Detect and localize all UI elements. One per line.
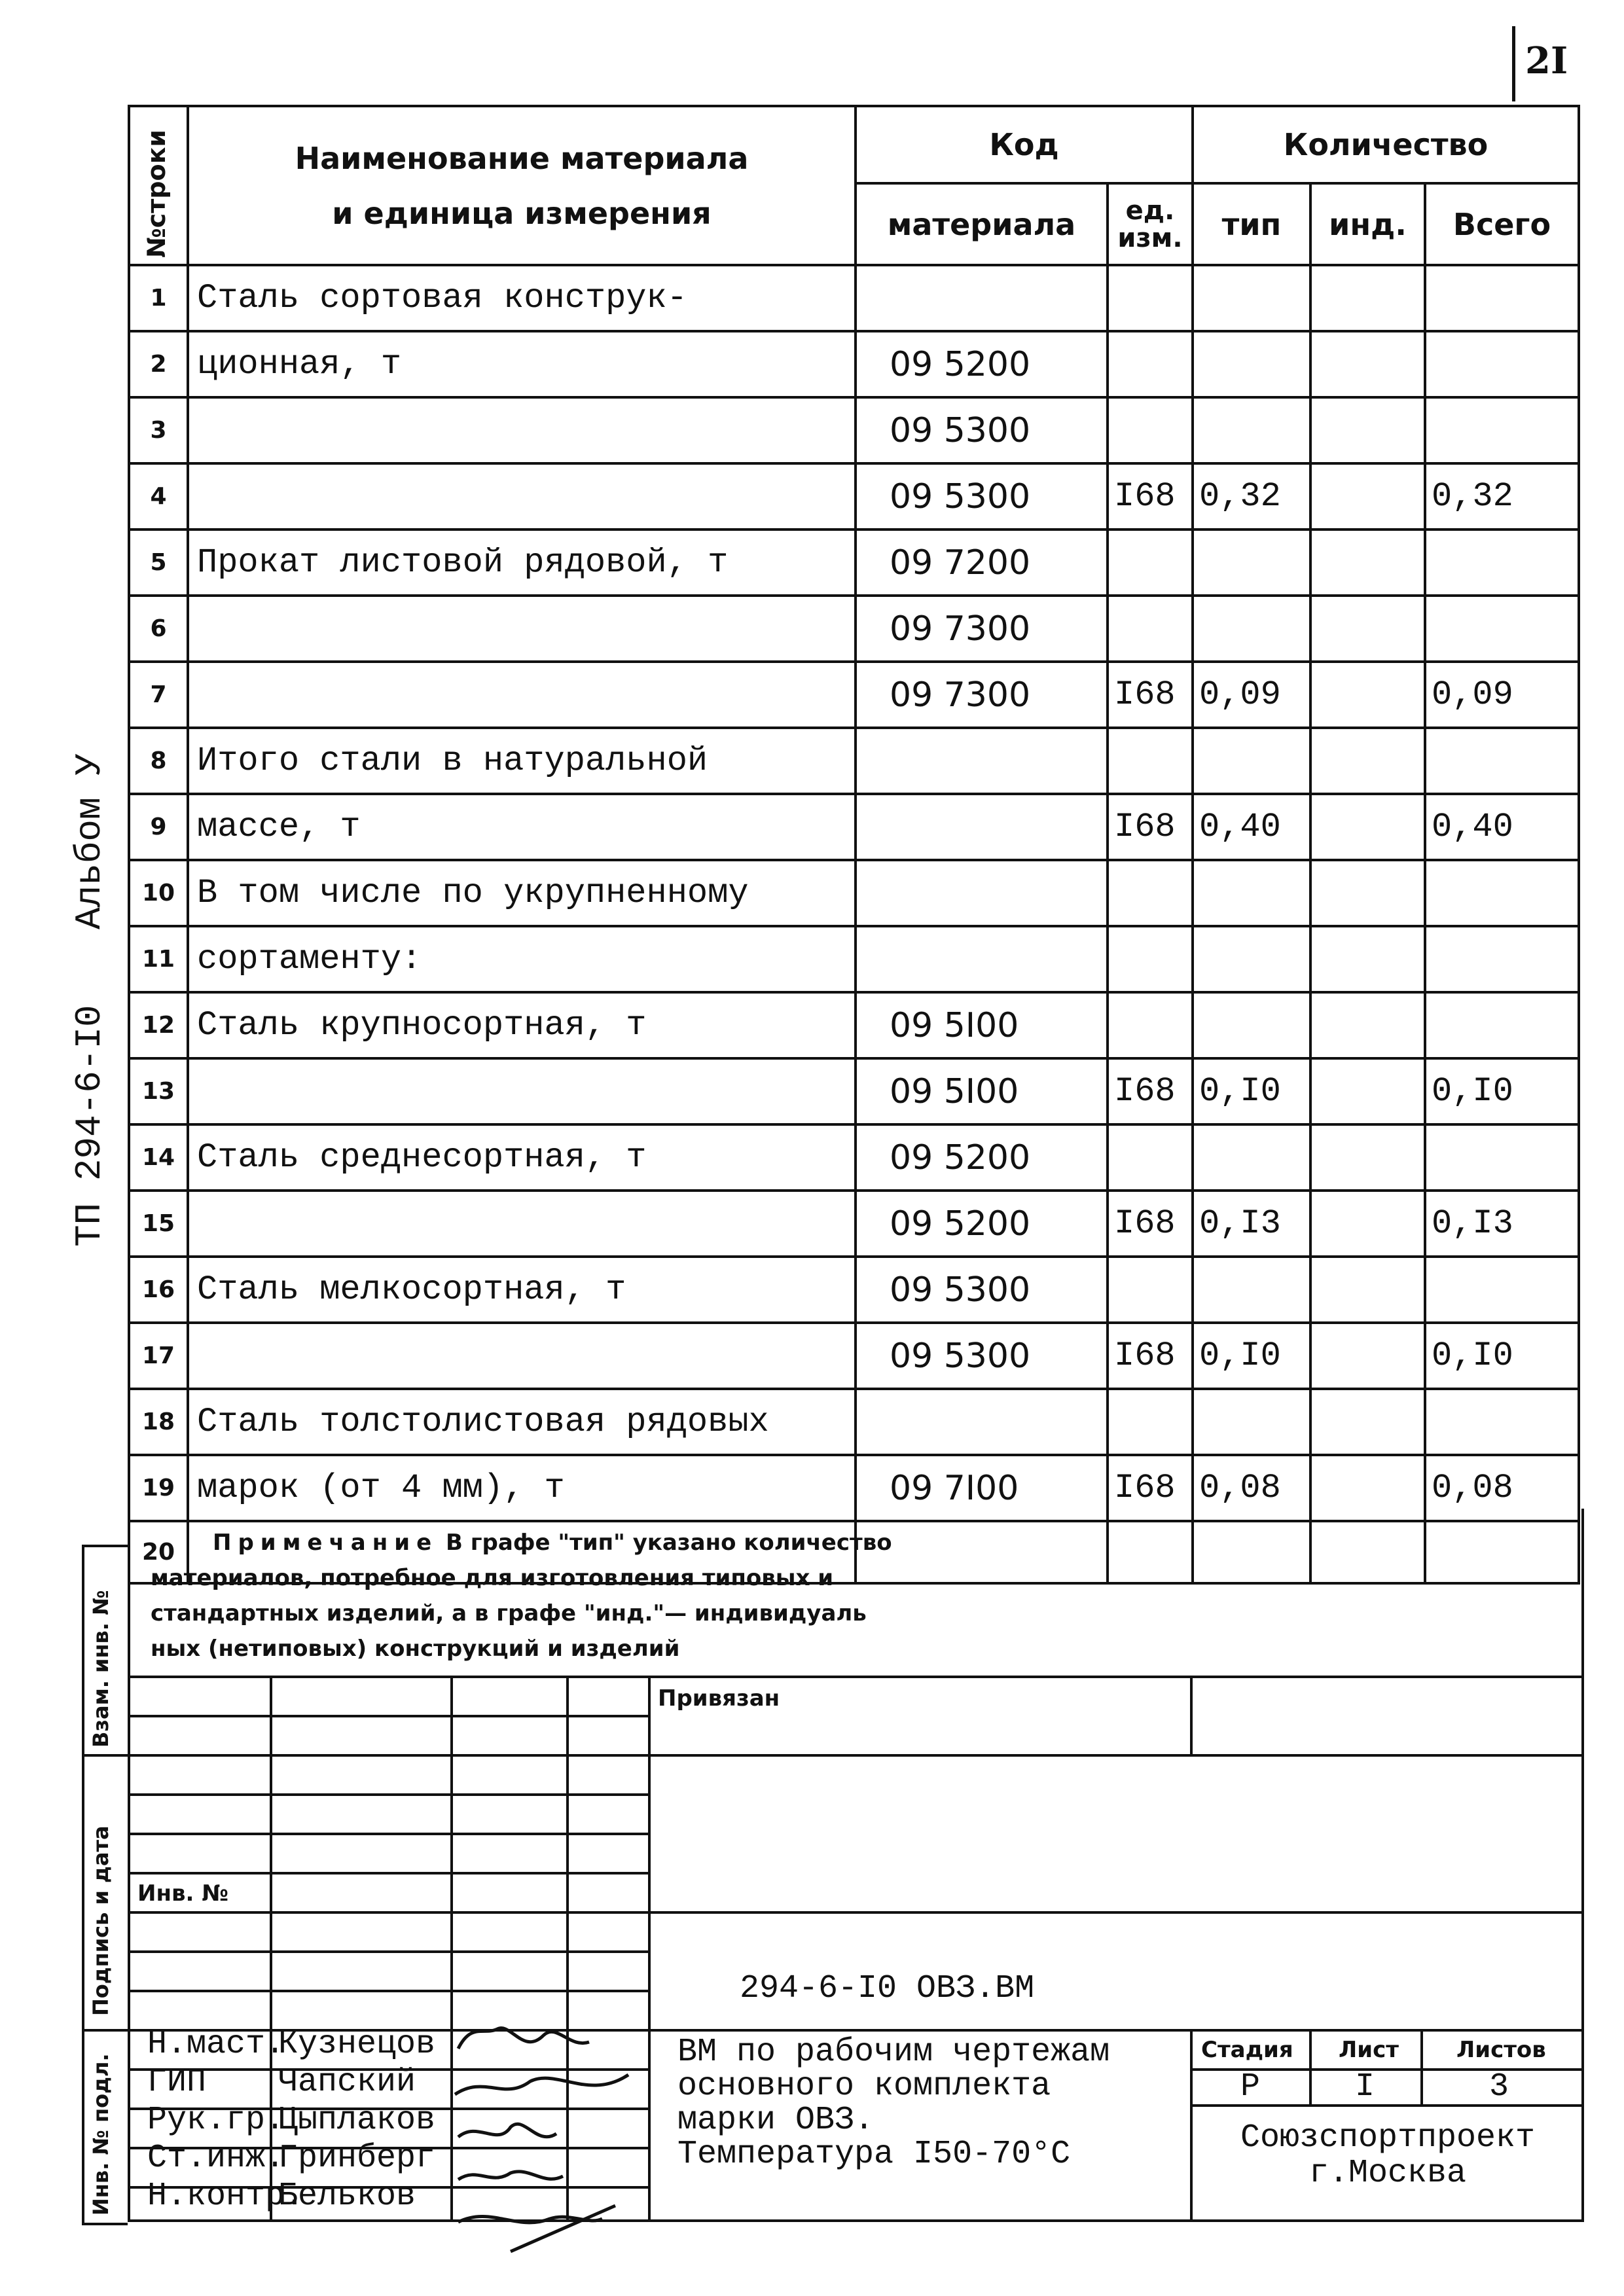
row-number: 11: [129, 926, 188, 992]
table-row: [129, 926, 1579, 992]
row-number: 7: [129, 662, 188, 728]
table-row: [129, 1257, 1579, 1323]
qty-type: [1193, 331, 1310, 397]
qty-type: [1193, 397, 1310, 463]
material-code: 09 5200: [856, 331, 1108, 397]
row-number: 18: [129, 1389, 188, 1455]
qty-ind: [1310, 1323, 1425, 1389]
table-row: [129, 662, 1579, 728]
material-name: [188, 463, 856, 529]
table-row: [129, 728, 1579, 794]
unit-code: [1108, 529, 1193, 596]
material-code: 09 5300: [856, 463, 1108, 529]
qty-total: 0,08: [1425, 1455, 1579, 1521]
qty-ind: [1310, 265, 1425, 331]
qty-type: [1193, 926, 1310, 992]
qty-ind: [1310, 728, 1425, 794]
unit-code: I68: [1108, 662, 1193, 728]
row-number: 17: [129, 1323, 188, 1389]
unit-code: [1108, 1389, 1193, 1455]
qty-type: 0,I0: [1193, 1323, 1310, 1389]
qty-type: [1193, 1257, 1310, 1323]
qty-total: [1425, 1521, 1579, 1583]
material-name: [188, 1191, 856, 1257]
qty-ind: [1310, 1455, 1425, 1521]
table-row: [129, 1323, 1579, 1389]
total-header: Всего: [1425, 183, 1579, 265]
table-row: [129, 331, 1579, 397]
table-row: [129, 596, 1579, 662]
material-code: [856, 926, 1108, 992]
material-code: 09 7300: [856, 662, 1108, 728]
qty-type: 0,32: [1193, 463, 1310, 529]
row-number: 6: [129, 596, 188, 662]
inv-podl-label: Инв. № подл.: [88, 2053, 113, 2215]
signatures-image: [445, 2009, 668, 2258]
row-no-header: №строки: [129, 106, 188, 265]
type-header: тип: [1193, 183, 1310, 265]
stamp-name: Гринберг: [278, 2140, 436, 2177]
inv-no-label: Инв. №: [137, 1880, 229, 1907]
stamp-role: Н.маст.: [147, 2026, 285, 2063]
material-name: Сталь крупносортная, т: [188, 992, 856, 1058]
stage-label: Стадия: [1201, 2037, 1293, 2063]
name-header: Наименование материала и единица измерения: [188, 106, 856, 265]
material-name: Сталь мелкосортная, т: [188, 1257, 856, 1323]
qty-ind: [1310, 596, 1425, 662]
qty-ind: [1310, 1191, 1425, 1257]
unit-code: I68: [1108, 1058, 1193, 1124]
qty-total: [1425, 331, 1579, 397]
qty-total: [1425, 728, 1579, 794]
row-number: 10: [129, 860, 188, 926]
row-number: 9: [129, 794, 188, 860]
frame-left: [128, 1509, 130, 2222]
qty-ind: [1310, 926, 1425, 992]
stamp-role: Ст.инж.: [147, 2140, 285, 2177]
qty-type: [1193, 1124, 1310, 1191]
qty-ind: [1310, 529, 1425, 596]
unit-code: I68: [1108, 1323, 1193, 1389]
qty-ind: [1310, 331, 1425, 397]
qty-total: [1425, 992, 1579, 1058]
unit-code: [1108, 992, 1193, 1058]
material-name: Сталь сортовая конструк-: [188, 265, 856, 331]
unit-code: I68: [1108, 1455, 1193, 1521]
qty-ind: [1310, 1124, 1425, 1191]
document-title: ВМ по рабочим чертежам основного комплекта марки ОВЗ. Температура I50-70°С: [677, 2034, 1110, 2173]
stage-value: Р: [1240, 2068, 1261, 2106]
unit-code: [1108, 860, 1193, 926]
row-number: 5: [129, 529, 188, 596]
qty-total: [1425, 1124, 1579, 1191]
qty-ind: [1310, 1389, 1425, 1455]
table-row: [129, 463, 1579, 529]
material-code: 09 7I00: [856, 1455, 1108, 1521]
qty-type: [1193, 1389, 1310, 1455]
table-row: [129, 529, 1579, 596]
material-name: [188, 662, 856, 728]
qty-total: [1425, 926, 1579, 992]
qty-type: 0,I0: [1193, 1058, 1310, 1124]
frame-bottom: [128, 2219, 1584, 2222]
unit-code: [1108, 728, 1193, 794]
row-number: 1: [129, 265, 188, 331]
frame-right: [1581, 1509, 1584, 2222]
qty-total: 0,I0: [1425, 1323, 1579, 1389]
qty-type: [1193, 596, 1310, 662]
stamp-name: Цыплаков: [278, 2102, 436, 2139]
qty-total: [1425, 1257, 1579, 1323]
material-name: [188, 596, 856, 662]
unit-code: I68: [1108, 463, 1193, 529]
qty-total: 0,I3: [1425, 1191, 1579, 1257]
material-code-header: материала: [856, 183, 1108, 265]
unit-code: [1108, 1521, 1193, 1583]
table-row: [129, 397, 1579, 463]
table-row: [129, 1124, 1579, 1191]
quantity-header: Количество: [1193, 106, 1579, 183]
qty-ind: [1310, 397, 1425, 463]
table-row: [129, 1389, 1579, 1455]
material-name: [188, 1058, 856, 1124]
note-title: Примечание: [213, 1530, 439, 1556]
ind-header: инд.: [1310, 183, 1425, 265]
vzam-inv-label: Взам. инв. №: [88, 1590, 113, 1748]
qty-ind: [1310, 1058, 1425, 1124]
material-code: [856, 860, 1108, 926]
privyazan-label: Привязан: [658, 1685, 780, 1712]
table-row: [129, 265, 1579, 331]
qty-type: 0,40: [1193, 794, 1310, 860]
note: Примечание В графе "тип" указано количество материалов, потребное для изготовления типовых и стандартных изделий, а в графе "инд."— индивидуаль ных (нетиповых) конструкций и изделий: [151, 1530, 892, 1662]
table-row: [129, 1058, 1579, 1124]
material-name: ционная, т: [188, 331, 856, 397]
row-number: 16: [129, 1257, 188, 1323]
material-code: 09 5200: [856, 1191, 1108, 1257]
unit-code: [1108, 596, 1193, 662]
row-number: 13: [129, 1058, 188, 1124]
unit-code: [1108, 926, 1193, 992]
qty-total: 0,40: [1425, 794, 1579, 860]
qty-total: 0,I0: [1425, 1058, 1579, 1124]
qty-total: [1425, 596, 1579, 662]
material-name: массе, т: [188, 794, 856, 860]
material-code: 09 5300: [856, 397, 1108, 463]
unit-code: I68: [1108, 794, 1193, 860]
qty-type: 0,08: [1193, 1455, 1310, 1521]
sheet-label: Лист: [1339, 2037, 1399, 2063]
organization: Союзспортпроект г.Москва: [1240, 2119, 1536, 2192]
qty-total: [1425, 529, 1579, 596]
qty-ind: [1310, 860, 1425, 926]
material-name: [188, 1323, 856, 1389]
qty-total: 0,32: [1425, 463, 1579, 529]
sheet-value: I: [1355, 2068, 1375, 2106]
material-code: [856, 265, 1108, 331]
material-name: [188, 397, 856, 463]
qty-type: [1193, 529, 1310, 596]
row-number: 8: [129, 728, 188, 794]
row-number: 20: [129, 1521, 188, 1583]
stamp-name: Чапский: [278, 2064, 416, 2101]
document-code: 294-6-I0 ОВЗ.ВМ: [740, 1970, 1035, 2007]
qty-type: [1193, 1521, 1310, 1583]
qty-total: [1425, 397, 1579, 463]
unit-code: [1108, 1257, 1193, 1323]
material-code: 09 5I00: [856, 1058, 1108, 1124]
qty-ind: [1310, 662, 1425, 728]
material-code: [856, 794, 1108, 860]
qty-type: 0,I3: [1193, 1191, 1310, 1257]
table-row: [129, 860, 1579, 926]
material-code: 09 5300: [856, 1323, 1108, 1389]
qty-total: [1425, 860, 1579, 926]
table-row: [129, 1191, 1579, 1257]
qty-ind: [1310, 992, 1425, 1058]
material-name: Итого стали в натуральной: [188, 728, 856, 794]
stamp-role: ГИП: [147, 2064, 207, 2101]
sheets-label: Листов: [1456, 2037, 1546, 2063]
code-header: Код: [856, 106, 1193, 183]
stamp-role: Рук.гр.: [147, 2102, 285, 2139]
unit-code: [1108, 331, 1193, 397]
stamp-role: Н.контр.: [147, 2178, 305, 2215]
material-name: В том числе по укрупненному: [188, 860, 856, 926]
qty-type: [1193, 728, 1310, 794]
material-name: Сталь среднесортная, т: [188, 1124, 856, 1191]
page-number: 2I: [1525, 39, 1568, 82]
material-name: Прокат листовой рядовой, т: [188, 529, 856, 596]
qty-type: [1193, 860, 1310, 926]
material-name: марок (от 4 мм), т: [188, 1455, 856, 1521]
material-code: 09 5200: [856, 1124, 1108, 1191]
material-code: 09 5I00: [856, 992, 1108, 1058]
qty-ind: [1310, 1521, 1425, 1583]
row-number: 2: [129, 331, 188, 397]
qty-ind: [1310, 1257, 1425, 1323]
qty-ind: [1310, 463, 1425, 529]
qty-ind: [1310, 794, 1425, 860]
row-number: 12: [129, 992, 188, 1058]
qty-total: [1425, 265, 1579, 331]
material-code: [856, 728, 1108, 794]
material-name: сортаменту:: [188, 926, 856, 992]
unit-code: I68: [1108, 1191, 1193, 1257]
row-number: 14: [129, 1124, 188, 1191]
row-number: 15: [129, 1191, 188, 1257]
material-code: [856, 1389, 1108, 1455]
qty-total: 0,09: [1425, 662, 1579, 728]
album-label: Альбом У: [69, 753, 111, 929]
row-number: 19: [129, 1455, 188, 1521]
unit-header: ед. изм.: [1108, 183, 1193, 265]
material-code: 09 7300: [856, 596, 1108, 662]
material-code: 09 5300: [856, 1257, 1108, 1323]
sheets-value: 3: [1489, 2068, 1509, 2106]
stamp-name: Бельков: [278, 2178, 416, 2215]
qty-type: [1193, 992, 1310, 1058]
unit-code: [1108, 265, 1193, 331]
qty-type: 0,09: [1193, 662, 1310, 728]
row-number: 4: [129, 463, 188, 529]
unit-code: [1108, 1124, 1193, 1191]
table-row: [129, 992, 1579, 1058]
row-number: 3: [129, 397, 188, 463]
materials-table: [128, 105, 1580, 1585]
unit-code: [1108, 397, 1193, 463]
table-row: [129, 1455, 1579, 1521]
qty-type: [1193, 265, 1310, 331]
material-code: 09 7200: [856, 529, 1108, 596]
stamp-name: Кузнецов: [278, 2026, 436, 2063]
podpis-data-label: Подпись и дата: [88, 1825, 113, 2016]
qty-total: [1425, 1389, 1579, 1455]
project-label: ТП 294-6-I0: [69, 1005, 111, 1247]
page-number-divider: [1512, 26, 1515, 101]
table-row: [129, 794, 1579, 860]
binding-strip-left: [82, 1545, 84, 2225]
material-name: Сталь толстолистовая рядовых: [188, 1389, 856, 1455]
